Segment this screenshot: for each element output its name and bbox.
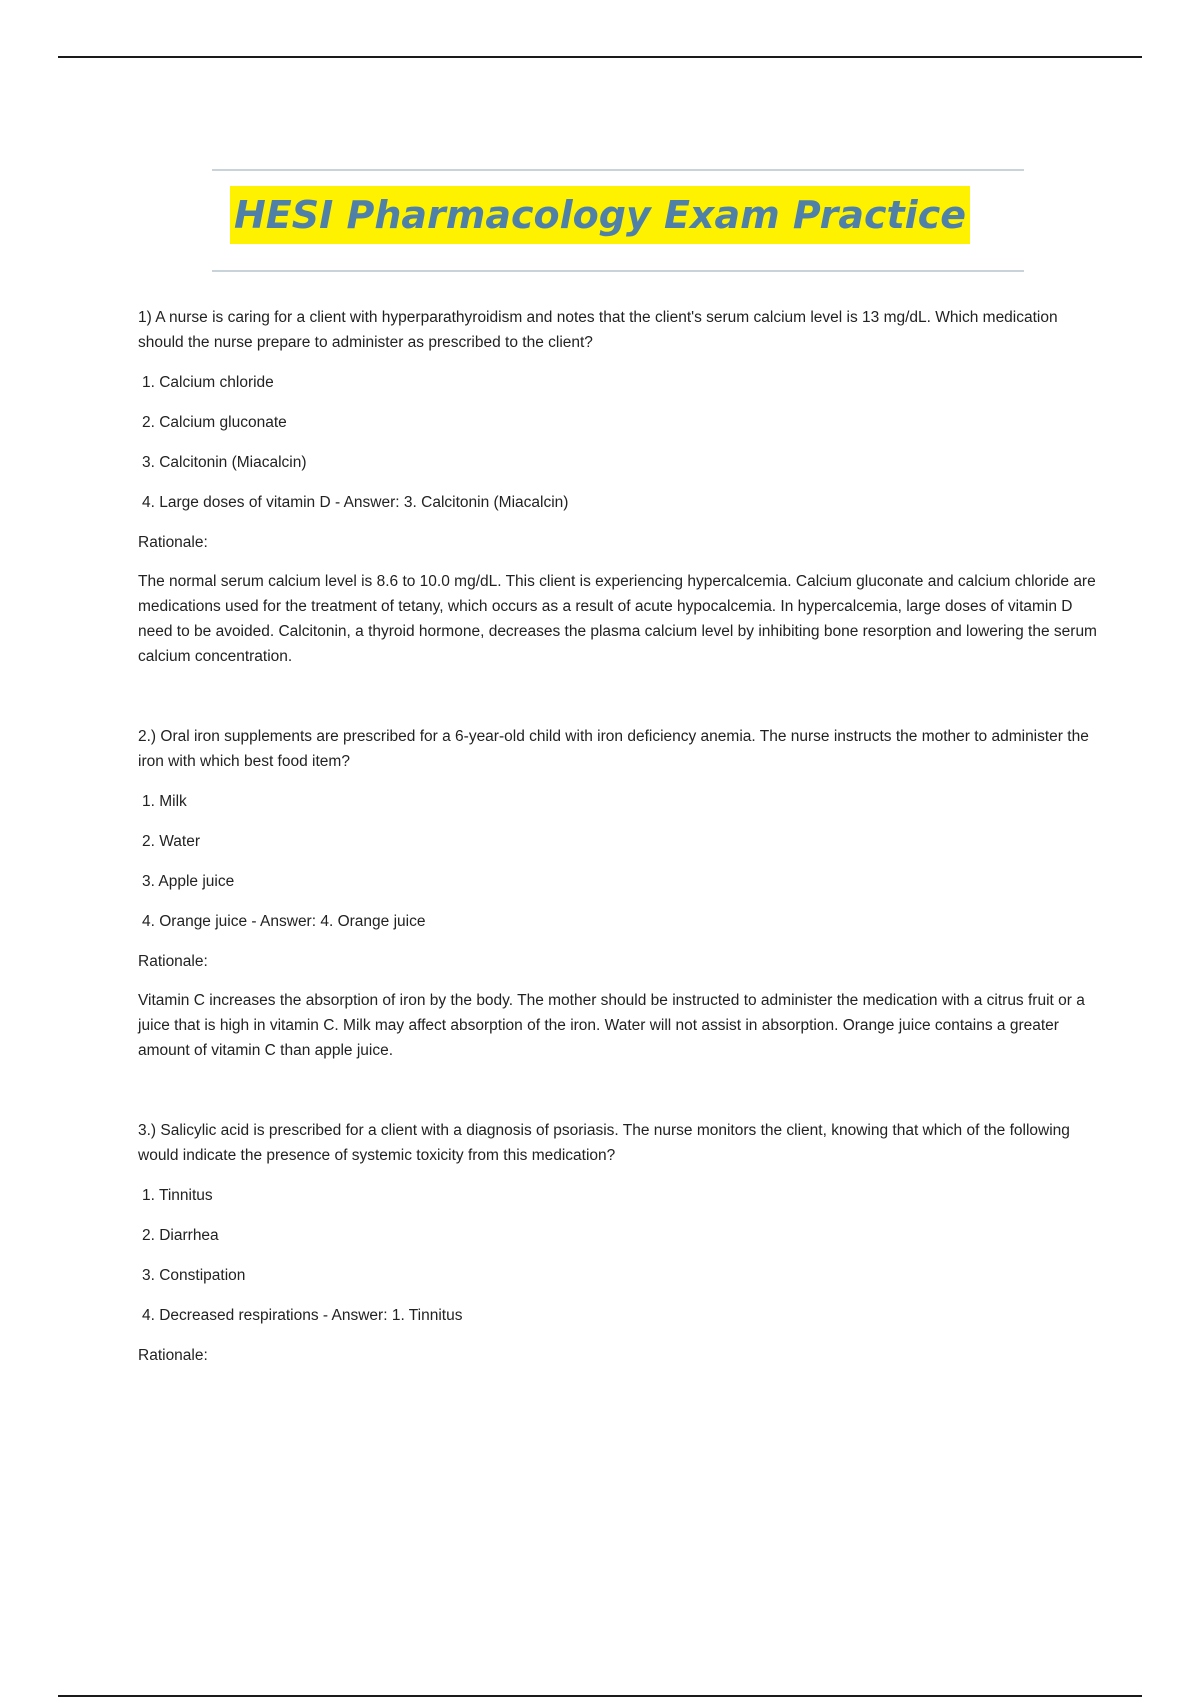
answer-option: 3. Calcitonin (Miacalcin) (142, 454, 307, 471)
answer-option: 3. Constipation (142, 1267, 246, 1284)
title-rule-lower (212, 270, 1024, 272)
page-top-rule (58, 56, 1142, 58)
rationale-text: Vitamin C increases the absorption of iron by the body. The mother should be instructed to administer the medication with a citrus fruit or a juice that is high in vitamin C. Milk may affect absorption of the iron. Water will not assist in absorption. Orange juice contains a greater amount of vitamin C than apple juice. (138, 992, 1085, 1059)
question-stem: 3.) Salicylic acid is prescribed for a client with a diagnosis of psoriasis. The nurse monitors the client, knowing that which of the following would indicate the presence of systemic toxicity from this medication? (138, 1122, 1070, 1164)
question-stem: 2.) Oral iron supplements are prescribed for a 6-year-old child with iron deficiency anemia. The nurse instructs the mother to administer the iron with which best food item? (138, 728, 1089, 770)
answer-option: 1. Calcium chloride (142, 374, 274, 391)
question-stem: 1) A nurse is caring for a client with hyperparathyroidism and notes that the client's serum calcium level is 13 mg/dL. Which medication should the nurse prepare to administer as prescribed to the client? (138, 309, 1058, 351)
title-block (0, 186, 1200, 244)
rationale-label: Rationale: (138, 1347, 208, 1364)
question-1 (138, 305, 1098, 669)
document-body (138, 305, 1098, 1382)
question-spacer (138, 1063, 1098, 1118)
answer-option: 4. Large doses of vitamin D - Answer: 3. Calcitonin (Miacalcin) (142, 494, 569, 511)
question-spacer (138, 669, 1098, 724)
answer-option: 2. Diarrhea (142, 1227, 219, 1244)
question-2 (138, 724, 1098, 1063)
answer-option: 4. Decreased respirations - Answer: 1. Tinnitus (142, 1307, 463, 1324)
answer-option: 4. Orange juice - Answer: 4. Orange juice (142, 913, 426, 930)
answer-option: 1. Milk (142, 793, 187, 810)
question-3 (138, 1118, 1098, 1368)
rationale-text: The normal serum calcium level is 8.6 to 10.0 mg/dL. This client is experiencing hypercalcemia. Calcium gluconate and calcium chloride are medications used for the treatment of tetany, which occurs as a result of acute hypocalcemia. In hypercalcemia, large doses of vitamin D need to be avoided. Calcitonin, a thyroid hormone, decreases the plasma calcium level by inhibiting bone resorption and lowering the serum calcium concentration. (138, 573, 1097, 665)
title-rule-upper (212, 169, 1024, 171)
answer-option: 1. Tinnitus (142, 1187, 213, 1204)
answer-option: 2. Water (142, 833, 200, 850)
rationale-label: Rationale: (138, 953, 208, 970)
page-bottom-rule (58, 1695, 1142, 1697)
document-title: HESI Pharmacology Exam Practice (230, 186, 970, 244)
rationale-label: Rationale: (138, 534, 208, 551)
answer-option: 3. Apple juice (142, 873, 235, 890)
answer-option: 2. Calcium gluconate (142, 414, 287, 431)
